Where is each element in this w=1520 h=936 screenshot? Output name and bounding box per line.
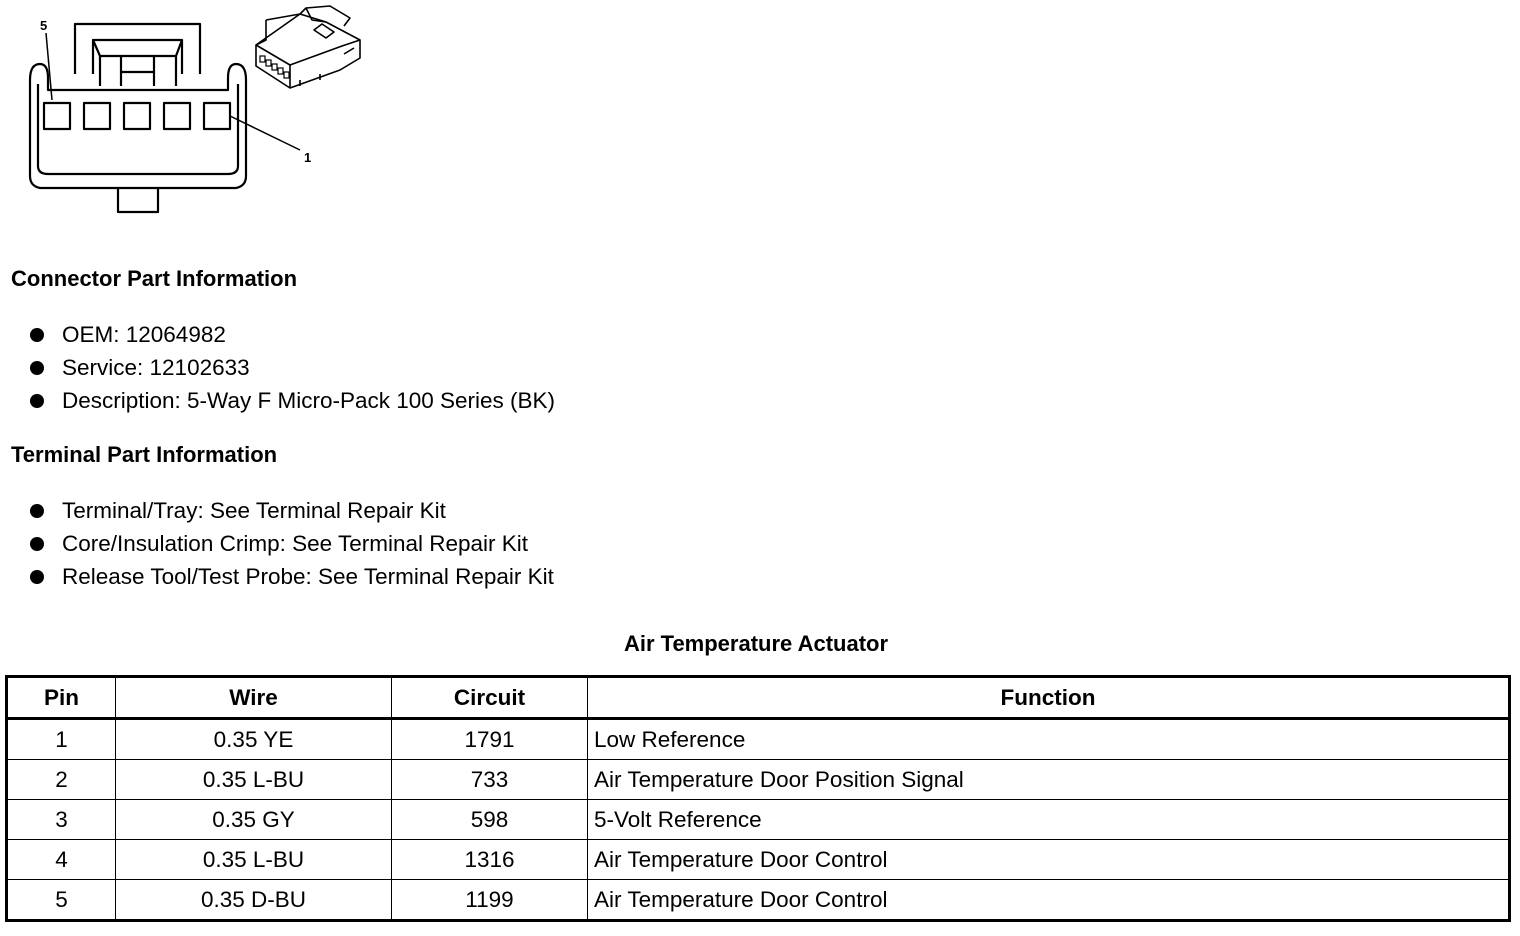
column-header-function: Function — [588, 677, 1510, 719]
list-item — [0, 527, 554, 560]
pin-cavity-1 — [204, 103, 230, 129]
connector-service-text: Service: 12102633 — [62, 355, 250, 380]
pin-cell: 2 — [7, 760, 116, 800]
function-cell: Air Temperature Door Control — [588, 880, 1510, 921]
circuit-cell: 598 — [392, 800, 588, 840]
wire-cell: 0.35 L-BU — [116, 760, 392, 800]
terminal-crimp-text: Core/Insulation Crimp: See Terminal Repair Kit — [62, 531, 529, 556]
callout-label-5: 5 — [40, 18, 48, 33]
wire-cell: 0.35 L-BU — [116, 840, 392, 880]
bullet-icon — [30, 361, 44, 375]
circuit-cell: 1316 — [392, 840, 588, 880]
bullet-icon — [30, 394, 44, 408]
function-cell: Air Temperature Door Position Signal — [588, 760, 1510, 800]
connector-oem-text: OEM: 12064982 — [62, 322, 226, 347]
table-row — [7, 880, 1510, 921]
function-cell: Low Reference — [588, 719, 1510, 760]
pin-function-table — [5, 675, 1511, 922]
bullet-icon — [30, 504, 44, 518]
table-title: Air Temperature Actuator — [623, 631, 889, 656]
circuit-cell: 1199 — [392, 880, 588, 921]
connector-part-info-heading: Connector Part Information — [11, 266, 298, 291]
wire-cell: 0.35 D-BU — [116, 880, 392, 921]
isometric-pin-slots — [260, 56, 289, 78]
connector-housing — [30, 64, 246, 188]
circuit-cell: 733 — [392, 760, 588, 800]
column-header-pin: Pin — [7, 677, 116, 719]
table-row — [7, 719, 1510, 760]
pin-cell: 3 — [7, 800, 116, 840]
list-item — [0, 494, 554, 527]
terminal-part-info-heading: Terminal Part Information — [11, 442, 278, 467]
table-row — [7, 800, 1510, 840]
bullet-icon — [30, 570, 44, 584]
bullet-icon — [30, 328, 44, 342]
list-item — [0, 318, 555, 351]
connector-face-diagram — [0, 0, 380, 220]
pin-cell: 1 — [7, 719, 116, 760]
list-item — [0, 384, 555, 417]
pin-cell: 4 — [7, 840, 116, 880]
table-row — [7, 760, 1510, 800]
circuit-cell: 1791 — [392, 719, 588, 760]
function-cell: 5-Volt Reference — [588, 800, 1510, 840]
terminal-part-info-list — [0, 494, 554, 593]
connector-isometric-view — [256, 6, 360, 88]
connector-part-info-list — [0, 318, 555, 417]
terminal-tray-text: Terminal/Tray: See Terminal Repair Kit — [62, 498, 446, 523]
pin-cavity-3 — [124, 103, 150, 129]
pin-cavity-2 — [164, 103, 190, 129]
function-cell: Air Temperature Door Control — [588, 840, 1510, 880]
wire-cell: 0.35 YE — [116, 719, 392, 760]
column-header-circuit: Circuit — [392, 677, 588, 719]
table-row — [7, 840, 1510, 880]
pin-cavity-5 — [44, 103, 70, 129]
callout-label-1: 1 — [304, 150, 312, 165]
wire-cell: 0.35 GY — [116, 800, 392, 840]
terminal-tool-text: Release Tool/Test Probe: See Terminal Repair Kit — [62, 564, 554, 589]
table-header-row — [7, 677, 1510, 719]
callout-leader-1 — [230, 116, 300, 150]
pin-cavity-4 — [84, 103, 110, 129]
list-item — [0, 351, 555, 384]
pin-cell: 5 — [7, 880, 116, 921]
connector-description-text: Description: 5-Way F Micro-Pack 100 Series (BK) — [62, 388, 556, 413]
list-item — [0, 560, 554, 593]
column-header-wire: Wire — [116, 677, 392, 719]
connector-key — [118, 188, 158, 212]
bullet-icon — [30, 537, 44, 551]
